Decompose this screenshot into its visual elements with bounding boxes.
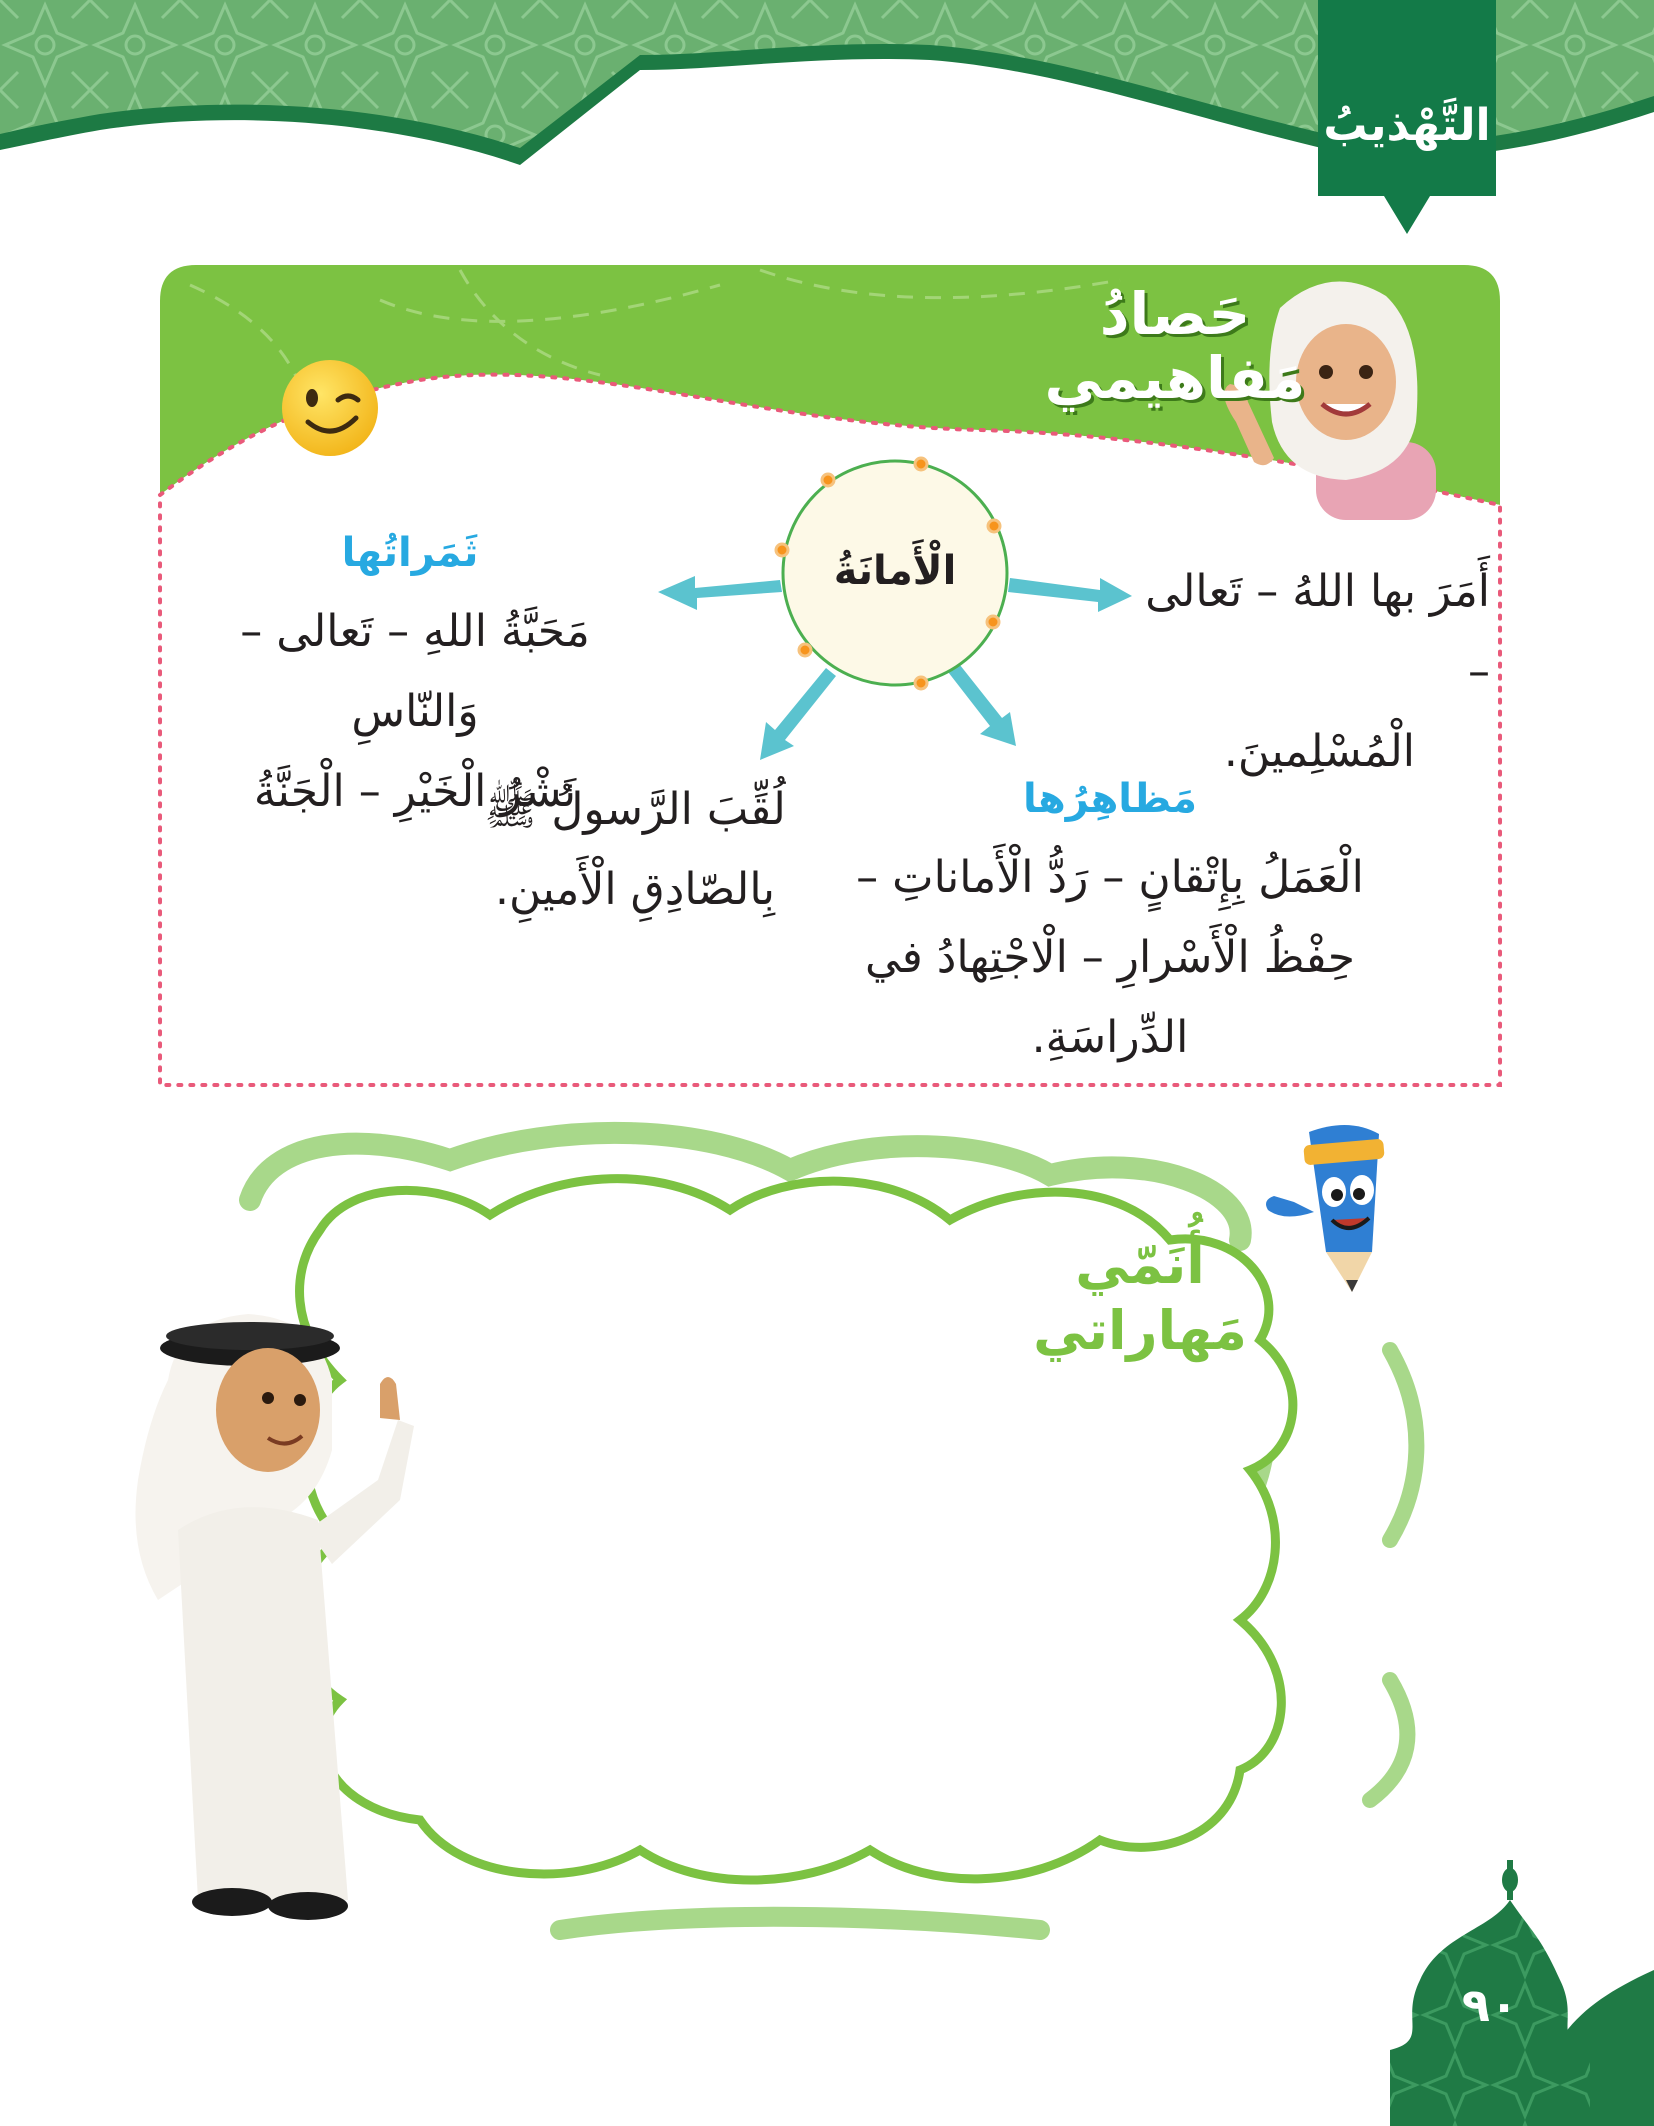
skills-title-line2: مَهاراتي (1033, 1299, 1247, 1362)
boy-figure (118, 1300, 438, 1930)
subject-tab-title: التَّهْذيبُ (1323, 100, 1491, 151)
wink-emoji-icon (278, 356, 382, 460)
skills-title-line1: أُنَمّي (1075, 1233, 1205, 1296)
concept-harvest-title-line1: حَصادُ (1099, 280, 1251, 348)
prophet-title-line2: بِالصّادِقِ الْأَمينِ. (495, 864, 775, 915)
forms-text (850, 838, 1370, 1078)
concept-command-line1: أَمَرَ بها اللهُ – تَعالى – (1145, 566, 1490, 697)
prophet-title-line1: لُقِّبَ الرَّسولُ ﷺ (484, 784, 786, 835)
concept-command (1120, 552, 1490, 792)
forms-line1: الْعَمَلُ بِإِتْقانٍ – رَدُّ الْأَماناتِ – (856, 852, 1364, 903)
forms-line3: الدِّراسَةِ. (1031, 1012, 1189, 1063)
pencil-mascot (1254, 1112, 1404, 1302)
concept-center: الْأَمانَةُ (833, 548, 957, 594)
concept-harvest-title-line2: مَفاهيمي (1044, 344, 1306, 412)
page-number: ٩٠ (1461, 1978, 1519, 2032)
forms-heading: مَظاهِرُها (1022, 776, 1198, 822)
fruits-heading: ثَمَراتُها (341, 530, 479, 576)
fruits-line2: نَشْرُ الْخَيْرِ – الْجَنَّةُ (253, 766, 577, 817)
concept-harvest-title (1040, 282, 1310, 410)
forms-line2: حِفْظُ الْأَسْرارِ – الْاجْتِهادُ في (865, 932, 1355, 983)
fruits-line1: مَحَبَّةُ اللهِ – تَعالى – وَالنّاسِ (240, 606, 590, 737)
skills-title (1000, 1232, 1280, 1364)
prophet-title-text (450, 770, 820, 930)
concept-map (640, 450, 1160, 770)
concept-command-line2: الْمُسْلِمينَ. (1223, 726, 1415, 777)
